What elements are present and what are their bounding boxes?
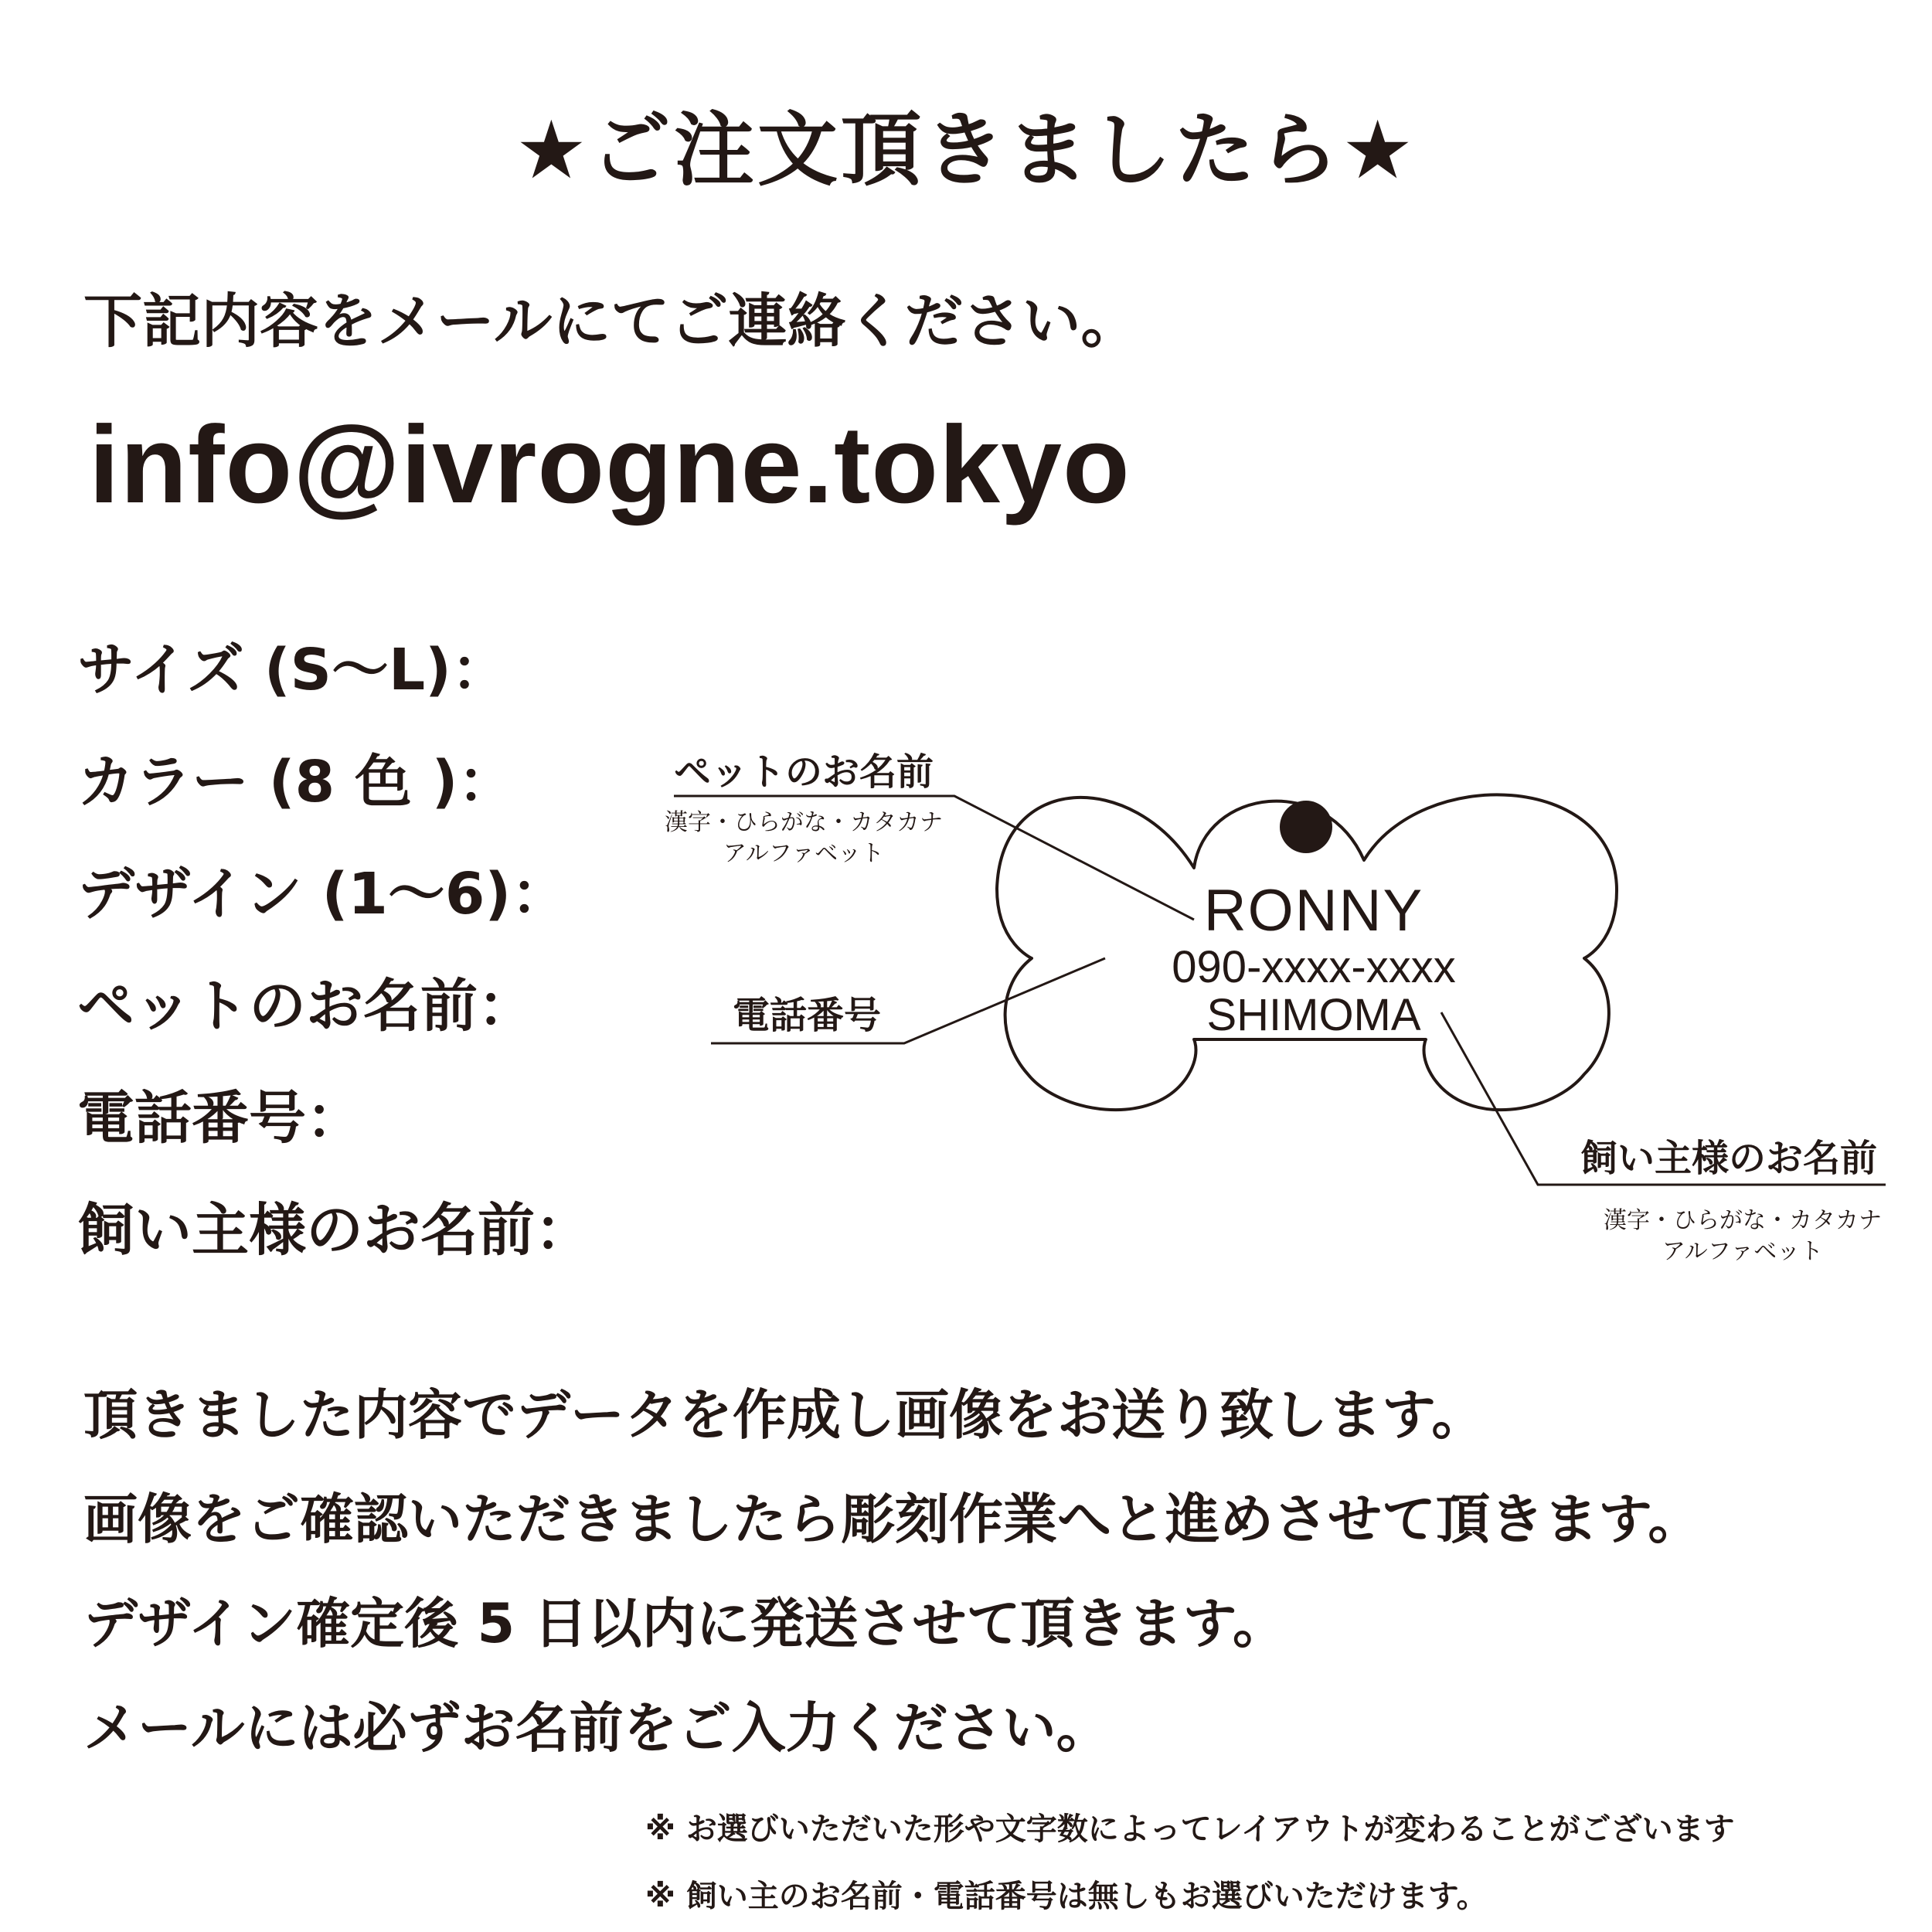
form-label-size: サイズ (S〜L)： [77, 637, 509, 703]
instruction-text: 下記内容をメールにてご連絡ください。 [83, 287, 1140, 355]
paragraph-line: デザイン確定後 5 日以内に発送させて頂きます。 [83, 1592, 1287, 1655]
pet-name-callout-subtitle-line-1: 漢字・ひらがな・カタカナ [665, 809, 943, 836]
page-title: ★ご注文頂きましたら★ [515, 103, 1417, 197]
footnote: ※ お選びいただいた形や文字数によってレイアウトが変わることがございます [645, 1811, 1735, 1847]
pet-name-callout-title: ペットのお名前 [674, 750, 934, 794]
tag-pet-name: RONNY [1203, 878, 1424, 944]
form-label-pet-name: ペットのお名前： [77, 973, 535, 1039]
contact-email[interactable]: info@ivrogne.tokyo [89, 403, 1131, 526]
tag-phone-number: 090-xxxx-xxxx [1172, 942, 1456, 992]
owner-name-callout-title: 飼い主様のお名前 [1580, 1137, 1878, 1180]
pet-name-callout-subtitle [665, 808, 943, 869]
owner-name-callout-subtitle [1580, 1206, 1905, 1267]
phone-callout-title: 電話番号 [733, 994, 882, 1037]
form-label-phone: 電話番号： [77, 1085, 363, 1151]
pet-name-callout-subtitle-line-2: アルファベット [723, 840, 885, 867]
form-label-owner-name: 飼い主様のお名前： [77, 1197, 592, 1264]
tag-hole [1280, 801, 1332, 853]
footnote: ※ 飼い主のお名前・電話番号は無しもお選びいただけます。 [645, 1879, 1488, 1914]
paragraph-line: 頂きました内容でデータを作成し画像をお送り致します。 [83, 1383, 1486, 1447]
paragraph-line: 画像をご確認いただきましたら彫刻作業へと進めさせて頂きます。 [83, 1488, 1702, 1551]
paragraph-line: メールには必ずお名前をご入力ください。 [83, 1696, 1111, 1760]
form-label-color: カラー (8 色 )： [77, 749, 515, 815]
owner-name-callout-subtitle-line-1: 漢字・ひらがな・カタカナ [1604, 1207, 1882, 1234]
tag-owner-name: SHIMOMA [1206, 990, 1421, 1040]
owner-name-callout-subtitle-line-2: アルファベット [1662, 1238, 1824, 1265]
form-label-design: デザイン (1〜6)： [77, 861, 569, 927]
